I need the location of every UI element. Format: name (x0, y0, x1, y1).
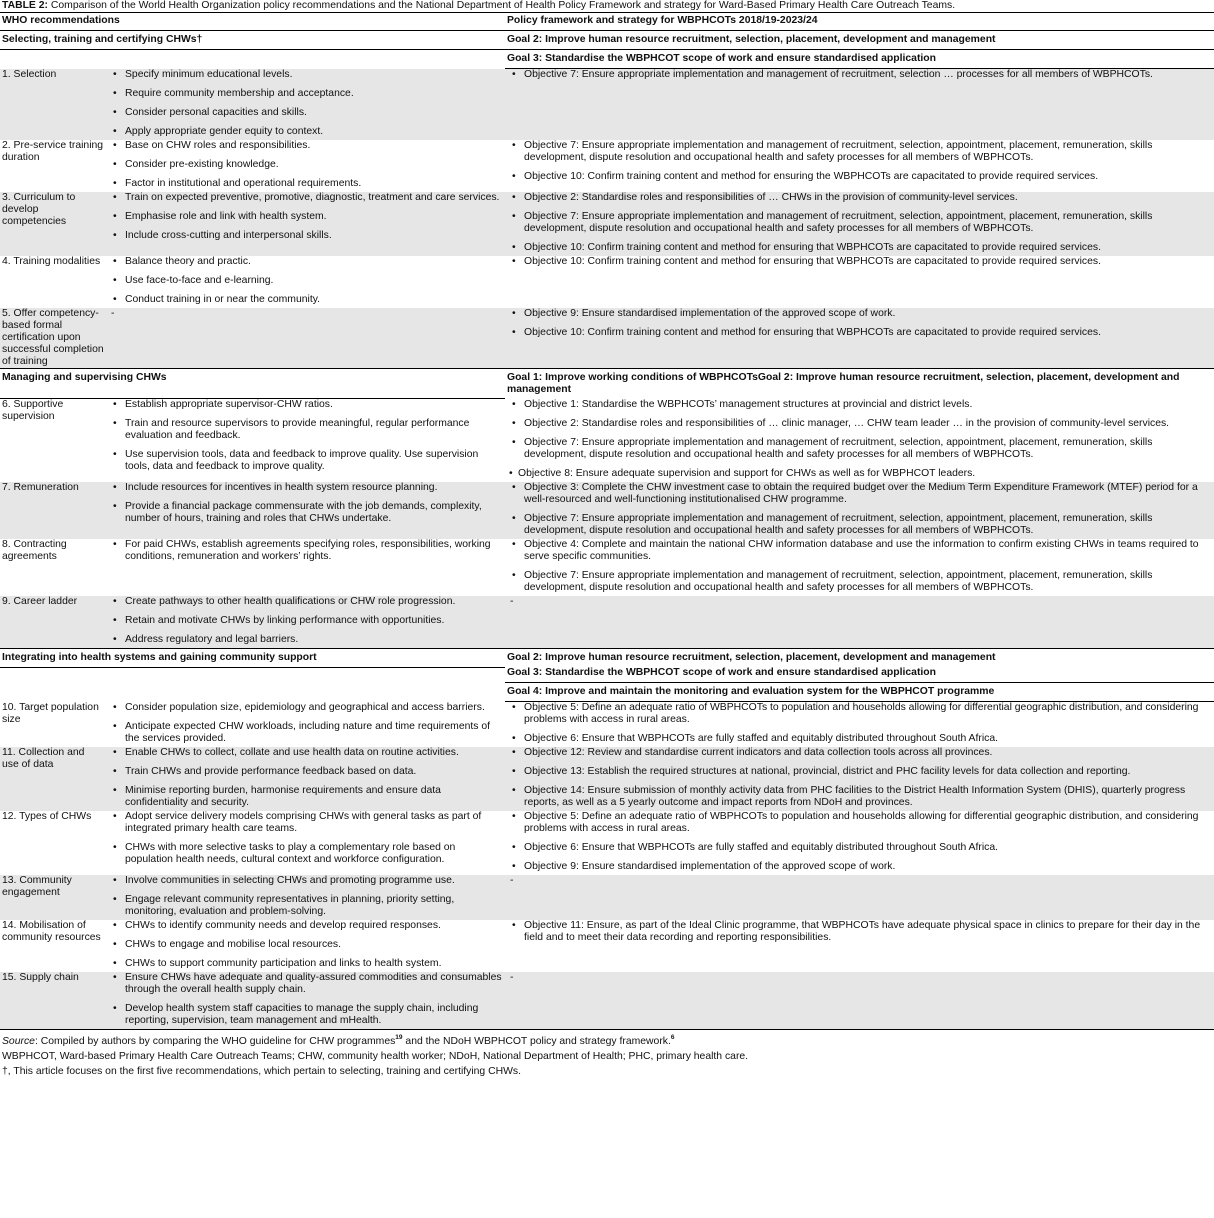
recommendation-label: 3. Curriculum to develop competencies (0, 192, 106, 256)
policy-objectives-cell (505, 399, 1214, 482)
policy-objective-bullet: • Objective 7: Ensure appropriate implementation and management of recruitment, selection, appointment, placement, remuneration, skills development, dispute resolution and occupational health and safety processes for all members of WBPHCOTs. (507, 437, 1212, 461)
table-row (0, 140, 1214, 192)
who-bullet: • Consider population size, epidemiology and geographical and access barriers. (108, 702, 503, 714)
section-goal: Goal 2: Improve human resource recruitment, selection, placement, development and management (505, 31, 1214, 50)
table-row (0, 539, 1214, 596)
policy-objectives-cell (505, 596, 1214, 649)
table-header-row (0, 13, 1214, 31)
who-bullet: • Consider pre-existing knowledge. (108, 159, 503, 171)
recommendation-label: 6. Supportive supervision (2, 399, 64, 422)
who-bullet: • Train on expected preventive, promotive, diagnostic, treatment and care services. (108, 192, 503, 204)
policy-objectives-cell (505, 875, 1214, 920)
section-title: Managing and supervising CHWs (0, 368, 505, 399)
who-bullet: • Balance theory and practic. (108, 256, 503, 268)
who-bullet: • Retain and motivate CHWs by linking performance with opportunities. (108, 615, 503, 627)
table-caption-label: TABLE 2: (2, 0, 48, 11)
who-bullet: • Provide a financial package commensurate with the job demands, complexity, number of hours, training and roles that CHWs undertake. (108, 501, 503, 525)
table-row (0, 972, 1214, 1030)
section-title: Selecting, training and certifying CHWs† (0, 31, 505, 50)
empty-dash: - (510, 875, 514, 886)
policy-objective-bullet: • Objective 9: Ensure standardised implementation of the approved scope of work. (507, 308, 1212, 320)
policy-objective-bullet: • Objective 9: Ensure standardised implementation of the approved scope of work. (507, 861, 1212, 873)
header-who: WHO recommendations (0, 13, 505, 31)
policy-objectives-cell (505, 308, 1214, 369)
recommendation-label: 1. Selection (0, 69, 106, 140)
policy-objectives-cell (505, 192, 1214, 256)
who-bullet: • CHWs to support community participation and links to health system. (108, 958, 503, 970)
recommendation-label: 15. Supply chain (0, 972, 106, 1030)
recommendation-label: 2. Pre-service training duration (2, 139, 104, 163)
policy-objective-bullet: • Objective 4: Complete and maintain the national CHW information database and use the information to confirm existing CHWs in teams required to serve specific communities. (507, 539, 1212, 563)
policy-objectives-cell (505, 811, 1214, 875)
section-goal-row (0, 667, 1214, 683)
who-bullet: • Involve communities in selecting CHWs and promoting programme use. (108, 875, 503, 887)
footnote-source: Source: Compiled by authors by comparing the WHO guideline for CHW programmes$^{19}$ and the NDoH WBPHCOT policy and strategy framework.$^6$ (2, 1034, 675, 1047)
recommendation-label: 4. Training modalities (2, 255, 101, 267)
table-row (0, 596, 1214, 649)
recommendation-label: 13. Community engagement (0, 875, 106, 920)
who-bullet: • Consider personal capacities and skills. (108, 107, 503, 119)
policy-objective-bullet: • Objective 6: Ensure that WBPHCOTs are fully staffed and equitably distributed throughout South Africa. (507, 842, 1212, 854)
policy-objective-bullet: • Objective 13: Establish the required structures at national, provincial, district and PHC facility levels for data collection and reporting. (507, 766, 1212, 778)
comparison-table (0, 12, 1214, 1030)
footnote-abbreviations: WBPHCOT, Ward-based Primary Health Care Outreach Teams; CHW, community health worker; NDoH, National Department of Health; PHC, primary health care. (2, 1051, 749, 1062)
who-recommendations-cell (106, 972, 505, 1030)
who-bullet: • Use supervision tools, data and feedback to improve quality. Use supervision tools, data and feedback to improve quality. (108, 449, 503, 473)
table-row (0, 399, 1214, 482)
recommendation-label: 11. Collection and use of data (0, 747, 106, 811)
who-bullet: • Apply appropriate gender equity to context. (108, 126, 503, 138)
who-bullet: • Adopt service delivery models comprising CHWs with general tasks as part of integrated primary health care teams. (108, 811, 503, 835)
who-bullet: • Specify minimum educational levels. (108, 69, 503, 81)
recommendation-label: 7. Remuneration (0, 482, 106, 539)
footnote-dagger: †, This article focuses on the first five recommendations, which pertain to selecting, training and certifying CHWs. (2, 1066, 521, 1077)
section-header-row (0, 31, 1214, 50)
who-bullet: • Engage relevant community representatives in planning, priority setting, monitoring, evaluation and problem-solving. (108, 894, 503, 918)
policy-objective-bullet: • Objective 10: Confirm training content and method for ensuring that WBPHCOTs are capacitated to provide required services. (507, 327, 1212, 339)
table-row (0, 875, 1214, 920)
recommendation-label: 10. Target population size (2, 701, 99, 725)
recommendation-label: 8. Contracting agreements (2, 538, 67, 562)
who-recommendations-cell (106, 308, 505, 369)
who-bullet: • Use face-to-face and e-learning. (108, 275, 503, 287)
policy-objective-bullet: • Objective 10: Confirm training content and method for ensuring that WBPHCOTs are capacitated to provide required services. (507, 242, 1212, 254)
policy-objective-bullet: • Objective 12: Review and standardise current indicators and data collection tools across all provinces. (507, 747, 1212, 759)
policy-objective-bullet: • Objective 5: Define an adequate ratio of WBPHCOTs to population and households allowing for differential geographic distribution, and considering problems with access in rural areas. (507, 811, 1212, 835)
who-recommendations-cell (106, 482, 505, 539)
who-bullet: • Ensure CHWs have adequate and quality-assured commodities and consumables through the overall health supply chain. (108, 972, 503, 996)
table-footnotes (0, 1034, 1214, 1079)
policy-objective-bullet: • Objective 10: Confirm training content and method for ensuring the WBPHCOTs are capacitated to provide required services. (507, 171, 1212, 183)
who-bullet: • Develop health system staff capacities to manage the supply chain, including reporting, supervision, team management and mHealth. (108, 1003, 503, 1027)
empty-dash: - (510, 595, 514, 607)
policy-objective-bullet: • Objective 7: Ensure appropriate implementation and management of recruitment, selection, appointment, placement, remuneration, skills development, dispute resolution and occupational health and safety processes for all members of WBPHCOTs. (507, 211, 1212, 235)
who-recommendations-cell (106, 920, 505, 972)
policy-objective-bullet: • Objective 3: Complete the CHW investment case to obtain the required budget over the Medium Term Expenditure Framework (MTEF) period for a well-resourced and well-functioning institutionalised CHW programme. (507, 482, 1212, 506)
policy-objective-bullet: • Objective 1: Standardise the WBPHCOTs’ management structures at provincial and district levels. (507, 399, 1212, 411)
who-bullet: • Train CHWs and provide performance feedback based on data. (108, 766, 503, 778)
policy-objective-bullet: • Objective 7: Ensure appropriate implementation and management of recruitment, selection … processes for all members of WBPHCOTs. (507, 69, 1212, 81)
empty-dash: - (510, 972, 514, 983)
section-goal: Goal 1: Improve working conditions of WBPHCOTsGoal 2: Improve human resource recruitment, selection, placement, development and management (505, 368, 1214, 399)
policy-objectives-cell (505, 702, 1214, 748)
policy-objectives-cell (505, 747, 1214, 811)
policy-objectives-cell (505, 140, 1214, 192)
who-bullet: • Factor in institutional and operational requirements. (108, 178, 503, 190)
table-caption (0, 0, 1214, 12)
who-bullet: • Address regulatory and legal barriers. (108, 634, 503, 646)
table-row (0, 308, 1214, 369)
policy-objectives-cell (505, 920, 1214, 972)
empty-dash: - (111, 307, 115, 319)
table-row (0, 192, 1214, 256)
section-goal-row (0, 683, 1214, 702)
who-recommendations-cell (106, 811, 505, 875)
who-recommendations-cell (106, 140, 505, 192)
policy-objective-bullet: • Objective 11: Ensure, as part of the Ideal Clinic programme, that WBPHCOTs have adequate physical space in clinics to prepare for their day in the field and to meet their data recording and reporting responsibilities. (507, 920, 1212, 944)
recommendation-label: 9. Career ladder (0, 596, 106, 649)
who-recommendations-cell (106, 399, 505, 482)
policy-objective-bullet: • Objective 8: Ensure adequate supervision and support for CHWs as well as for WBPHCOT leaders. (507, 468, 1212, 480)
who-recommendations-cell (106, 747, 505, 811)
table-row (0, 811, 1214, 875)
who-bullet: • Enable CHWs to collect, collate and use health data on routine activities. (108, 747, 503, 759)
policy-objective-bullet: • Objective 2: Standardise roles and responsibilities of … CHWs in the provision of community-level services. (507, 192, 1212, 204)
who-bullet: • Train and resource supervisors to provide meaningful, regular performance evaluation and feedback. (108, 418, 503, 442)
policy-objectives-cell (505, 482, 1214, 539)
table-row (0, 747, 1214, 811)
policy-objectives-cell (505, 539, 1214, 596)
who-bullet: • Anticipate expected CHW workloads, including nature and time requirements of the services provided. (108, 721, 503, 745)
who-bullet: • CHWs to identify community needs and develop required responses. (108, 920, 503, 932)
section-goal: Goal 4: Improve and maintain the monitoring and evaluation system for the WBPHCOT programme (505, 683, 1214, 702)
who-bullet: • Establish appropriate supervisor-CHW ratios. (108, 399, 503, 411)
table-row (0, 482, 1214, 539)
policy-objective-bullet: • Objective 2: Standardise roles and responsibilities of … clinic manager, … CHW team leader … in the provision of community-level services. (507, 418, 1212, 430)
recommendation-label: 12. Types of CHWs (2, 811, 92, 822)
who-recommendations-cell (106, 702, 505, 748)
policy-objective-bullet: • Objective 14: Ensure submission of monthly activity data from PHC facilities to the District Health Information System (DHIS), quarterly progress reports, as well as a 5 yearly outcome and impact reports from NDoH and provinces. (507, 785, 1212, 809)
who-recommendations-cell (106, 192, 505, 256)
section-title: Integrating into health systems and gaining community support (0, 648, 505, 667)
table-row (0, 69, 1214, 140)
who-bullet: • Minimise reporting burden, harmonise requirements and ensure data confidentiality and security. (108, 785, 503, 809)
policy-objective-bullet: • Objective 10: Confirm training content and method for ensuring that WBPHCOTs are capacitated to provide required services. (507, 256, 1212, 268)
table-row (0, 920, 1214, 972)
section-header-row (0, 368, 1214, 399)
table-caption-text: Comparison of the World Health Organization policy recommendations and the National Department of Health Policy Framework and strategy for Ward-Based Primary Health Care Outreach Teams. (48, 0, 956, 11)
policy-objectives-cell (505, 69, 1214, 140)
policy-objective-bullet: • Objective 7: Ensure appropriate implementation and management of recruitment, selection, appointment, placement, remuneration, skills development, dispute resolution and occupational health and safety processes for all members of WBPHCOTs. (507, 140, 1212, 164)
who-bullet: • Include cross-cutting and interpersonal skills. (108, 230, 503, 242)
who-recommendations-cell (106, 69, 505, 140)
section-goal: Goal 3: Standardise the WBPHCOT scope of work and ensure standardised application (505, 50, 1214, 69)
who-bullet: • CHWs to engage and mobilise local resources. (108, 939, 503, 951)
section-goal: Goal 3: Standardise the WBPHCOT scope of work and ensure standardised application (505, 667, 1214, 683)
policy-objectives-cell (505, 972, 1214, 1030)
table-row (0, 256, 1214, 308)
policy-objective-bullet: • Objective 7: Ensure appropriate implementation and management of recruitment, selection, appointment, placement, remuneration, skills development, dispute resolution and occupational health and safety processes for all members of WBPHCOTs. (507, 513, 1212, 537)
table-row (0, 702, 1214, 748)
reference-19: 19 (395, 1034, 403, 1041)
section-goal-row (0, 50, 1214, 69)
who-recommendations-cell (106, 256, 505, 308)
recommendation-label: 5. Offer competency-based formal certification upon successful completion of training (0, 308, 106, 369)
section-goal: Goal 2: Improve human resource recruitment, selection, placement, development and management (505, 648, 1214, 667)
policy-objective-bullet: • Objective 6: Ensure that WBPHCOTs are fully staffed and equitably distributed throughout South Africa. (507, 733, 1212, 745)
who-recommendations-cell (106, 875, 505, 920)
who-recommendations-cell (106, 596, 505, 649)
who-bullet: • Conduct training in or near the community. (108, 294, 503, 306)
header-policy: Policy framework and strategy for WBPHCOTs 2018/19-2023/24 (505, 13, 1214, 31)
policy-objective-bullet: • Objective 5: Define an adequate ratio of WBPHCOTs to population and households allowing for differential geographic distribution, and considering problems with access in rural areas. (507, 702, 1212, 726)
reference-6: 6 (670, 1034, 675, 1041)
who-recommendations-cell (106, 539, 505, 596)
policy-objectives-cell (505, 256, 1214, 308)
who-bullet: • Include resources for incentives in health system resource planning. (108, 482, 503, 494)
recommendation-label: 14. Mobilisation of community resources (2, 920, 101, 943)
who-bullet: • CHWs with more selective tasks to play a complementary role based on population health needs, cultural context and workforce configuration. (108, 842, 503, 866)
who-bullet: • For paid CHWs, establish agreements specifying roles, responsibilities, working conditions, remuneration and workers’ rights. (108, 539, 503, 563)
section-header-row (0, 648, 1214, 667)
footnote-source-label: Source (2, 1036, 35, 1047)
policy-objective-bullet: • Objective 7: Ensure appropriate implementation and management of recruitment, selection, appointment, placement, remuneration, skills development, dispute resolution and occupational health and safety processes for all members of WBPHCOTs. (507, 570, 1212, 594)
who-bullet: • Emphasise role and link with health system. (108, 211, 503, 223)
who-bullet: • Create pathways to other health qualifications or CHW role progression. (108, 596, 503, 608)
who-bullet: • Base on CHW roles and responsibilities. (108, 140, 503, 152)
who-bullet: • Require community membership and acceptance. (108, 88, 503, 100)
